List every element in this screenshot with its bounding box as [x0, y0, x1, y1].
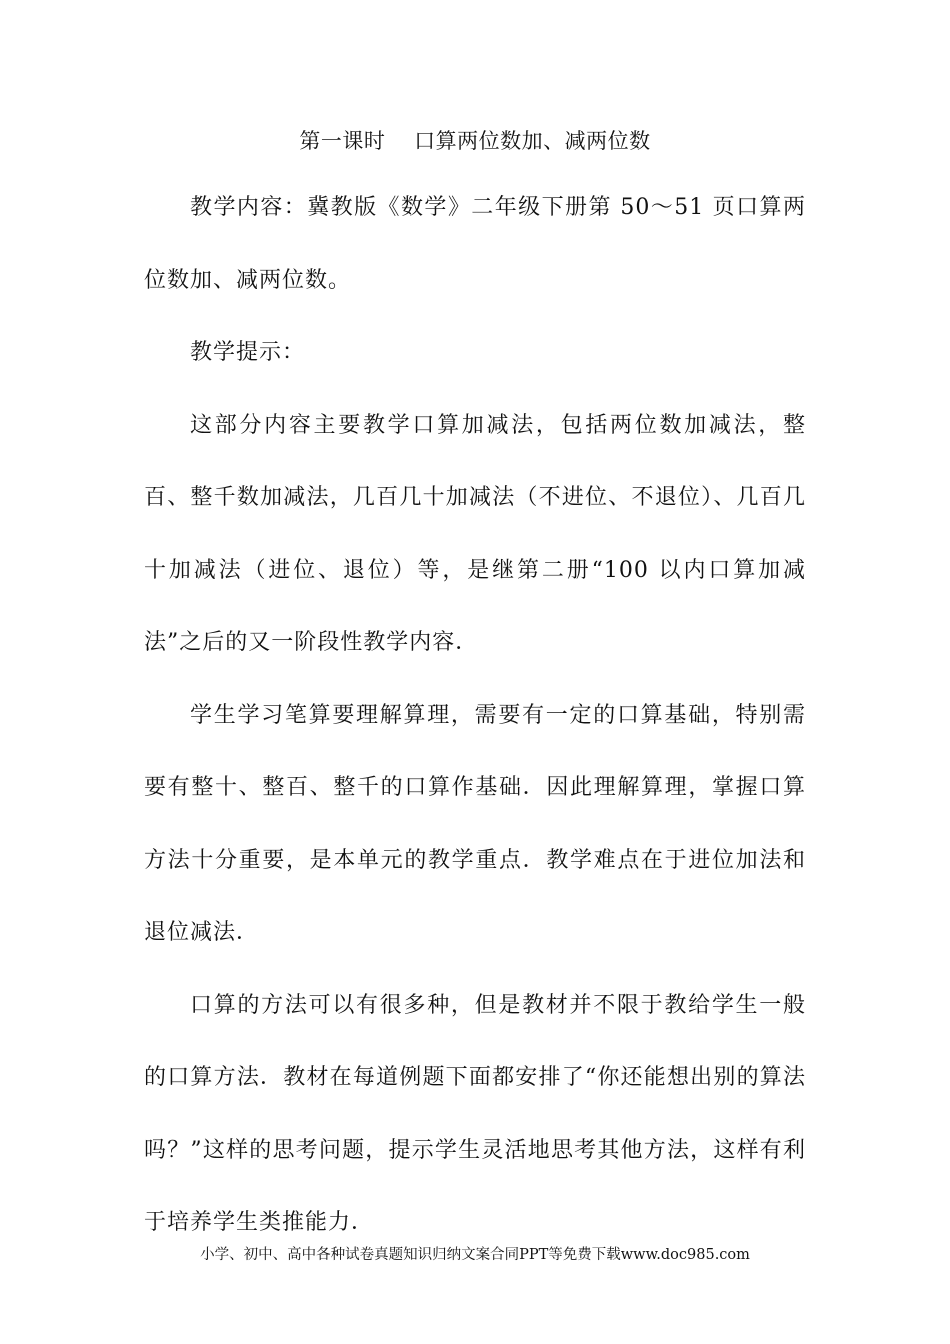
paragraph-key-points: 学生学习笔算要理解算理，需要有一定的口算基础，特别需要有整十、整百、整千的口算作基础．因此理解算理，掌握口算方法十分重要，是本单元的教学重点．教学难点在于进位加法和退位减法． — [144, 702, 806, 945]
lesson-title: 第一课时 口算两位数加、减两位数 — [299, 129, 651, 153]
paragraph-content-overview: 这部分内容主要教学口算加减法，包括两位数加减法，整百、整千数加减法，几百几十加减法（不进位、不退位）、几百几十加减法（进位、退位）等，是继第二册“100 以内口算加减法”之后的又一阶段性教学内容． — [144, 412, 806, 655]
document-body — [144, 172, 806, 1260]
paragraph-teaching-content: 教学内容：冀教版《数学》二年级下册第 50～51 页口算两位数加、减两位数。 — [144, 195, 806, 293]
paragraph-teaching-tips-heading: 教学提示： — [190, 340, 306, 365]
paragraph-methods: 口算的方法可以有很多种，但是教材并不限于教给学生一般的口算方法．教材在每道例题下面都安排了“你还能想出别的算法吗？”这样的思考问题，提示学生灵活地思考其他方法，这样有利于培养学生类推能力． — [144, 992, 806, 1235]
footer-download-note: 小学、初中、高中各种试卷真题知识归纳文案合同PPT等免费下载www.doc985.com — [200, 1247, 750, 1263]
